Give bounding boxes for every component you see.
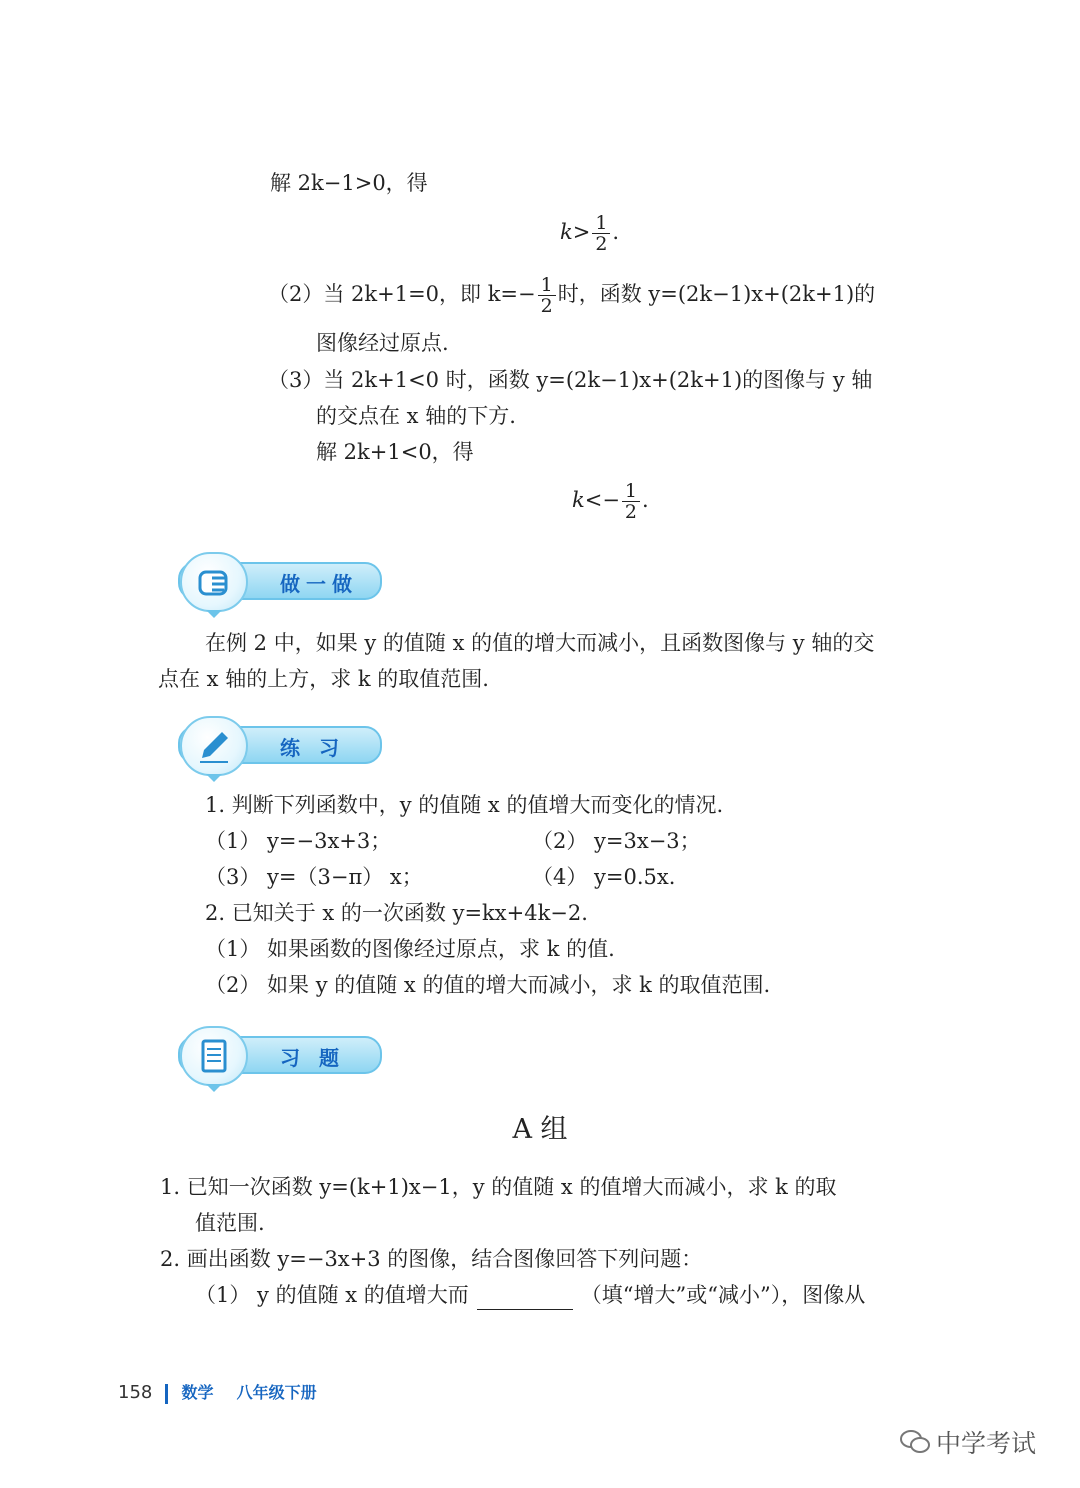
footer-book: 八年级下册 [236, 1383, 317, 1402]
solution-line: 解 2k−1>0，得 [270, 171, 428, 195]
section-banner-zuoyizuo [158, 552, 380, 608]
zuoyizuo-text: 在例 2 中，如果 y 的值随 x 的值的增大而减小，且函数图像与 y 轴的交 [205, 631, 875, 655]
solution-part-3: （3）当 2k+1<0 时，函数 y=(2k−1)x+(2k+1)的图像与 y 轴 [268, 368, 873, 392]
solution-part-2: （2）当 2k+1=0，即 k=− $\frac{1}{2}$ 时，函数 y=(2k−1)x+(2k+1)的 [268, 274, 876, 317]
page-footer [118, 1380, 317, 1404]
problem-text: 1. 已知一次函数 y=(k+1)x−1，y 的值随 x 的值增大而减小，求 k 的取 [160, 1175, 837, 1199]
section-banner-xiti [158, 1026, 380, 1082]
zuoyizuo-text: 点在 x 轴的上方，求 k 的取值范围. [158, 667, 489, 691]
problem-text: （1） y 的值随 x 的值增大而 （填“增大”或“减小”），图像从 [195, 1280, 865, 1310]
fraction: $\frac{1}{2}$ [592, 213, 610, 254]
exercise-item: （1） 如果函数的图像经过原点，求 k 的值. [205, 937, 615, 961]
solution-line: 的交点在 x 轴的下方. [316, 404, 516, 428]
problem-text: 2. 画出函数 y=−3x+3 的图像，结合图像回答下列问题： [160, 1247, 703, 1271]
pencil-icon [180, 716, 248, 776]
footer-subject: 数学 [181, 1383, 214, 1402]
solution-line: 解 2k+1<0，得 [316, 440, 474, 464]
hand-icon [180, 552, 248, 612]
section-banner-lianxi [158, 716, 380, 772]
notebook-icon [180, 1026, 248, 1086]
exercise-item: （2） 如果 y 的值随 x 的值的增大而减小，求 k 的取值范围. [205, 973, 771, 997]
banner-pointer [206, 774, 222, 782]
fraction: $\frac{1}{2}$ [538, 275, 556, 316]
problem-text: 值范围. [195, 1211, 265, 1235]
solution-result-1: k> $\frac{1}{2}$ . [560, 212, 620, 255]
page-number: 158 [118, 1382, 153, 1403]
banner-title: 做一做 [280, 572, 358, 596]
watermark-text: 中学考试 [936, 1429, 1037, 1458]
solution-line: 图像经过原点. [316, 331, 449, 355]
exercise-question: 1. 判断下列函数中，y 的值随 x 的值增大而变化的情况. [205, 793, 724, 817]
solution-result-2: k<− $\frac{1}{2}$ . [572, 480, 649, 523]
banner-title: 习 题 [280, 1046, 345, 1070]
wechat-icon [900, 1429, 930, 1461]
banner-pointer [206, 1084, 222, 1092]
exercise-question: 2. 已知关于 x 的一次函数 y=kx+4k−2. [205, 901, 588, 925]
banner-title: 练 习 [280, 736, 345, 760]
watermark [900, 1424, 1036, 1461]
exercise-item: （4） y=0.5x. [532, 865, 676, 889]
exercise-item: （3） y=（3−π） x； [205, 865, 423, 889]
exercise-item: （1） y=−3x+3； [205, 829, 392, 853]
footer-divider [165, 1384, 168, 1404]
answer-blank [477, 1289, 573, 1310]
fraction: $\frac{1}{2}$ [622, 481, 640, 522]
exercise-item: （2） y=3x−3； [532, 829, 701, 853]
group-heading: A 组 [512, 1114, 568, 1145]
banner-pointer [206, 610, 222, 618]
